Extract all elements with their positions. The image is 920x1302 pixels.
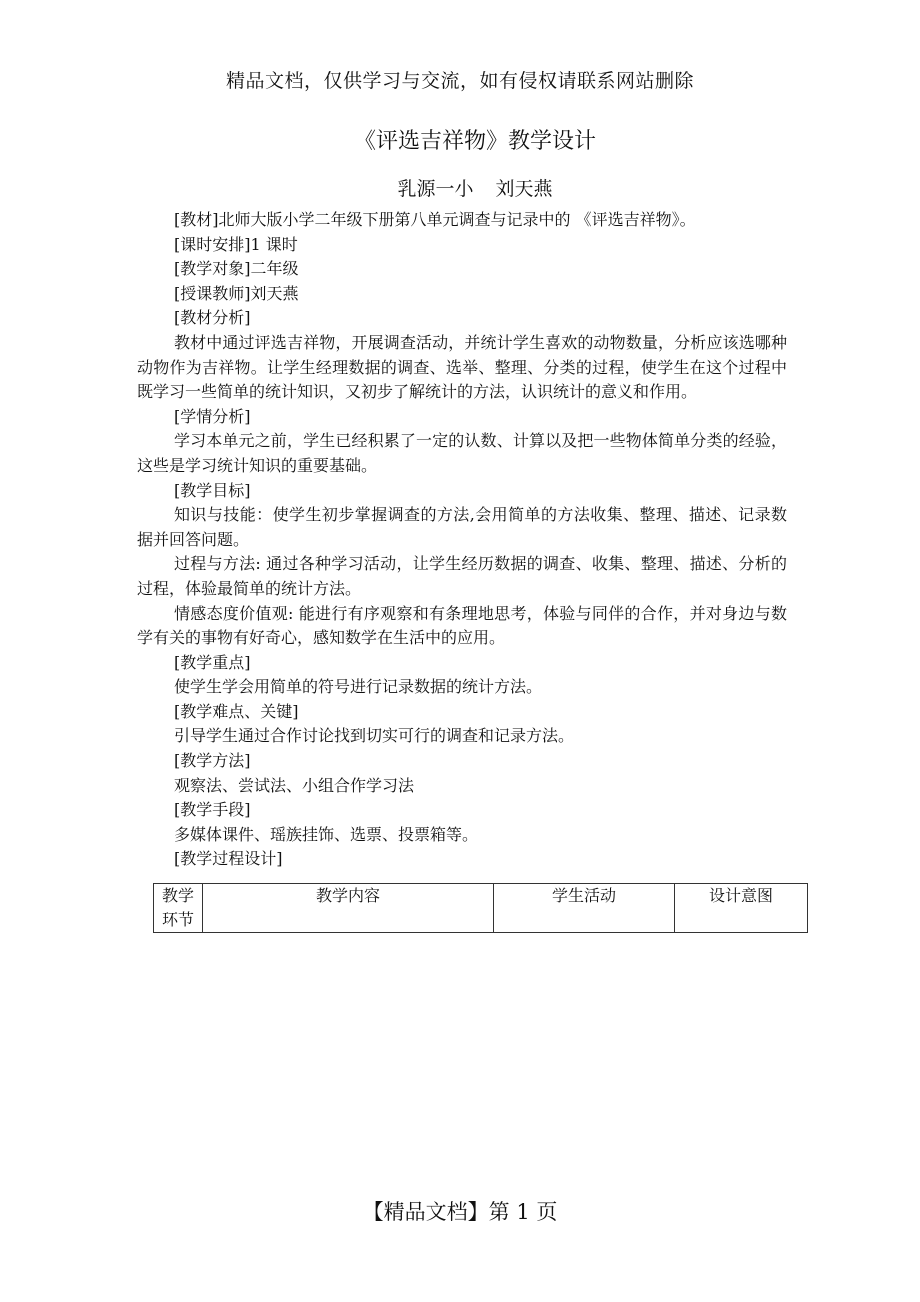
paragraph-method: 观察法、尝试法、小组合作学习法 [174, 775, 415, 795]
section-heading-process: [教学过程设计] [174, 849, 283, 869]
paragraph-goal-process: 过程与方法: 通过各种学习活动，让学生经历数据的调查、收集、整理、描述、分析的过程，体验最简单的统计方法。 [137, 554, 787, 598]
document-body [137, 208, 787, 872]
author-school: 乳源一小 [397, 178, 474, 200]
table-header-cell: 设计意图 [675, 884, 808, 933]
table-header-row [154, 884, 808, 933]
paragraph-learner: 学习本单元之前，学生已经积累了一定的认数、计算以及把一些物体简单分类的经验，这些是学习统计知识的重要基础。 [137, 431, 787, 475]
info-schedule: [课时安排]1 课时 [174, 234, 298, 254]
section-heading-learner: [学情分析] [174, 406, 251, 426]
table-header-cell: 学生活动 [494, 884, 675, 933]
table-header-cell: 教学内容 [203, 884, 494, 933]
document-title: 《评选吉祥物》教学设计 [353, 129, 596, 154]
author-name: 刘天燕 [495, 178, 553, 200]
section-heading-analysis: [教材分析] [174, 308, 251, 328]
section-heading-means: [教学手段] [174, 800, 251, 820]
section-heading-difficulty: [教学难点、关键] [174, 701, 299, 721]
info-teacher: [授课教师]刘天燕 [174, 283, 299, 303]
paragraph-goal-knowledge: 知识与技能：使学生初步掌握调查的方法,会用简单的方法收集、整理、描述、记录数据并回答问题。 [137, 505, 787, 549]
page-footer: 【精品文档】第 1 页 [362, 1200, 558, 1224]
paragraph-means: 多媒体课件、瑶族挂饰、选票、投票箱等。 [174, 824, 479, 844]
paragraph-difficulty: 引导学生通过合作讨论找到切实可行的调查和记录方法。 [174, 726, 575, 746]
paragraph-analysis: 教材中通过评选吉祥物，开展调查活动，并统计学生喜欢的动物数量，分析应该选哪种动物作为吉祥物。让学生经理数据的调查、选举、整理、分类的过程，使学生在这个过程中既学习一些简单的统计知识，又初步了解统计的方法，认识统计的意义和作用。 [137, 332, 787, 402]
info-material: [教材]北师大版小学二年级下册第八单元调查与记录中的 《评选吉祥物》。 [174, 210, 696, 229]
paragraph-focus: 使学生学会用简单的符号进行记录数据的统计方法。 [174, 677, 543, 697]
section-heading-focus: [教学重点] [174, 652, 251, 672]
paragraph-goal-attitude: 情感态度价值观: 能进行有序观察和有条理地思考，体验与同伴的合作，并对身边与数学有关的事物有好奇心，感知数学在生活中的应用。 [137, 603, 787, 648]
section-heading-goals: [教学目标] [174, 480, 251, 500]
section-heading-method: [教学方法] [174, 751, 251, 771]
header-note: 精品文档，仅供学习与交流，如有侵权请联系网站删除 [225, 70, 694, 92]
author-line [0, 174, 920, 201]
table-header-cell: 教学环节 [154, 884, 203, 933]
info-audience: [教学对象]二年级 [174, 259, 299, 279]
process-table [153, 883, 808, 933]
